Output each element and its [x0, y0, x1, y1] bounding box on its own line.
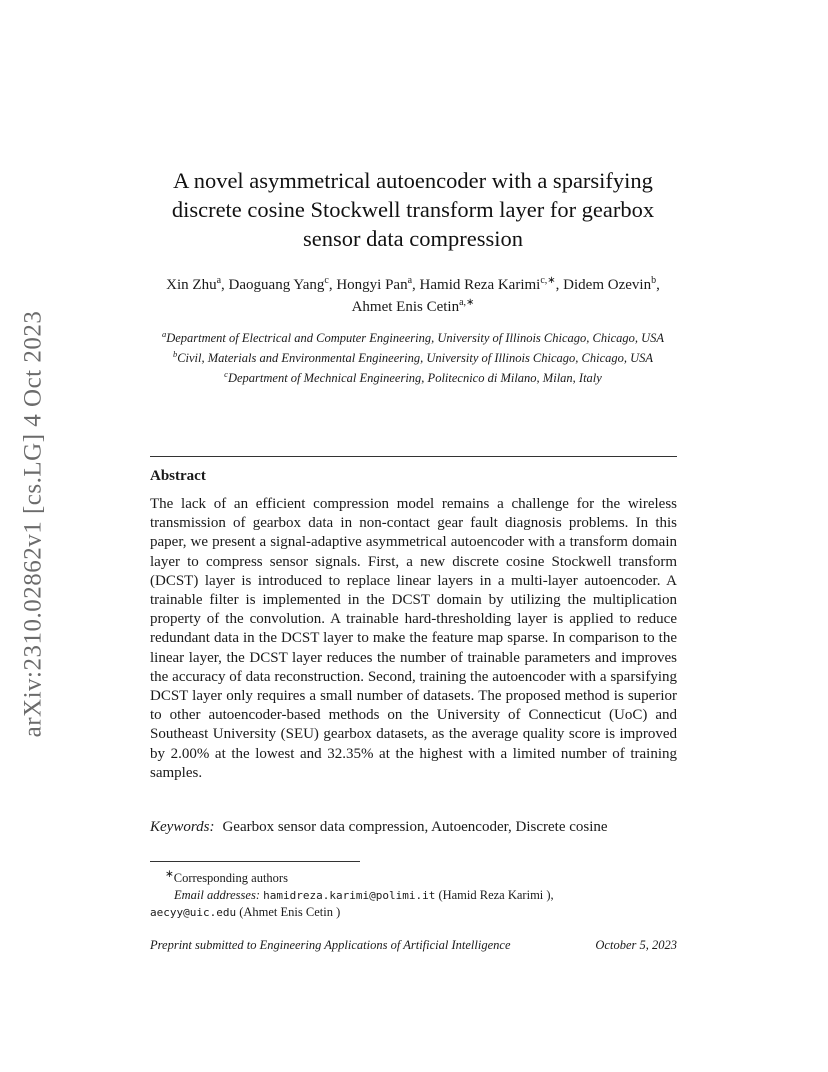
abstract-heading: Abstract [150, 468, 206, 484]
author-affiliation-mark: a,∗ [459, 297, 475, 308]
affiliation-text: Civil, Materials and Environmental Engineering, University of Illinois Chicago, Chicago, USA [177, 351, 654, 366]
email-note [150, 887, 677, 904]
author-name: Xin Zhu [166, 277, 217, 293]
author-affiliation-mark: b [651, 275, 657, 286]
title-line: discrete cosine Stockwell transform layer for gearbox [171, 197, 655, 222]
title-line: sensor data compression [303, 226, 523, 251]
affiliation-mark: b [172, 349, 178, 360]
author-affiliation-mark: a [407, 275, 413, 286]
footnotes [150, 866, 677, 921]
corresponding-text: Corresponding authors [173, 871, 288, 886]
affiliation [150, 366, 676, 386]
title-line: A novel asymmetrical autoencoder with a sparsifying [173, 168, 653, 193]
footnote-divider [150, 861, 360, 862]
corresponding-note [150, 866, 677, 887]
keywords-text: Gearbox sensor data compression, Autoencoder, Discrete cosine [222, 819, 608, 835]
abstract-divider [150, 456, 677, 457]
paper-title [150, 166, 676, 253]
affiliation [150, 326, 676, 346]
author-list: Xin Zhu$^a$, Daoguang Yang$^c$, Hongyi Pan$^a$, Hamid Reza Karimi$^{c,∗}$, Didem Ozevin$^b$, Ahmet Enis Cetin$^{a,∗}$ [166, 275, 660, 315]
affiliation-mark: c [224, 369, 228, 380]
affiliation-text: Department of Electrical and Computer Engineering, University of Illinois Chicago, Chicago, USA [166, 331, 665, 346]
preprint-date: October 5, 2023 [595, 938, 677, 952]
email-note-continued [150, 904, 677, 921]
author-name: Hongyi Pan [336, 277, 408, 293]
email-link[interactable]: hamidreza.karimi@polimi.it [263, 889, 436, 903]
affiliation-list [150, 326, 676, 386]
keywords-label: Keywords: [150, 819, 215, 835]
abstract-text: The lack of an efficient compression model remains a challenge for the wireless transmission of gearbox data in non-contact gear fault diagnosis problems. In this paper, we present a signal-adaptive asymmetrical autoencoder with a transform domain layer to compress sensor signals. First, a new discrete cosine Stockwell transform (DCST) layer is introduced to replace linear layers in a multi-layer autoencoder. A trainable filter is implemented in the DCST domain by utilizing the multiplication property of the convolution. A trainable hard-thresholding layer is applied to reduce redundant data in the DCST layer to make the feature map sparse. In comparison to the linear layer, the DCST layer reduces the number of trainable parameters and improves the accuracy of data reconstruction. Second, training the autoencoder with a sparsifying DCST layer only requires a small number of datasets. The proposed method is superior to other autoencoder-based methods on the University of Connecticut (UoC) and Southeast University (SEU) gearbox datasets, as the average quality score is improved by 2.00% at the lowest and 32.35% at the highest with a limited number of training samples. [150, 496, 677, 781]
keywords [150, 818, 677, 837]
author-name: Daoguang Yang [228, 277, 325, 293]
author-name: Hamid Reza Karimi [419, 277, 541, 293]
author-affiliation-mark: c [324, 275, 329, 286]
author-affiliation-mark: c,∗ [540, 275, 556, 286]
affiliation-mark: a [161, 329, 167, 339]
email-owner: (Hamid Reza Karimi ), [438, 888, 554, 903]
arxiv-identifier: arXiv:2310.02862v1 [cs.LG] 4 Oct 2023 [19, 310, 47, 738]
preprint-line [150, 938, 677, 953]
email-label: Email addresses: [174, 888, 260, 903]
footnote-mark: ∗ [165, 869, 174, 880]
affiliation-text: Department of Mechnical Engineering, Politecnico di Milano, Milan, Italy [227, 371, 602, 386]
preprint-venue: Preprint submitted to Engineering Applications of Artificial Intelligence [150, 938, 511, 952]
arxiv-side-stamp [16, 296, 50, 752]
author-affiliation-mark: a [216, 275, 222, 286]
affiliation [150, 346, 676, 366]
author-name: Didem Ozevin [563, 277, 652, 293]
email-owner: (Ahmet Enis Cetin ) [239, 905, 341, 920]
author-name: Ahmet Enis Cetin [351, 299, 460, 315]
email-link[interactable]: aecyy@uic.edu [150, 906, 237, 920]
